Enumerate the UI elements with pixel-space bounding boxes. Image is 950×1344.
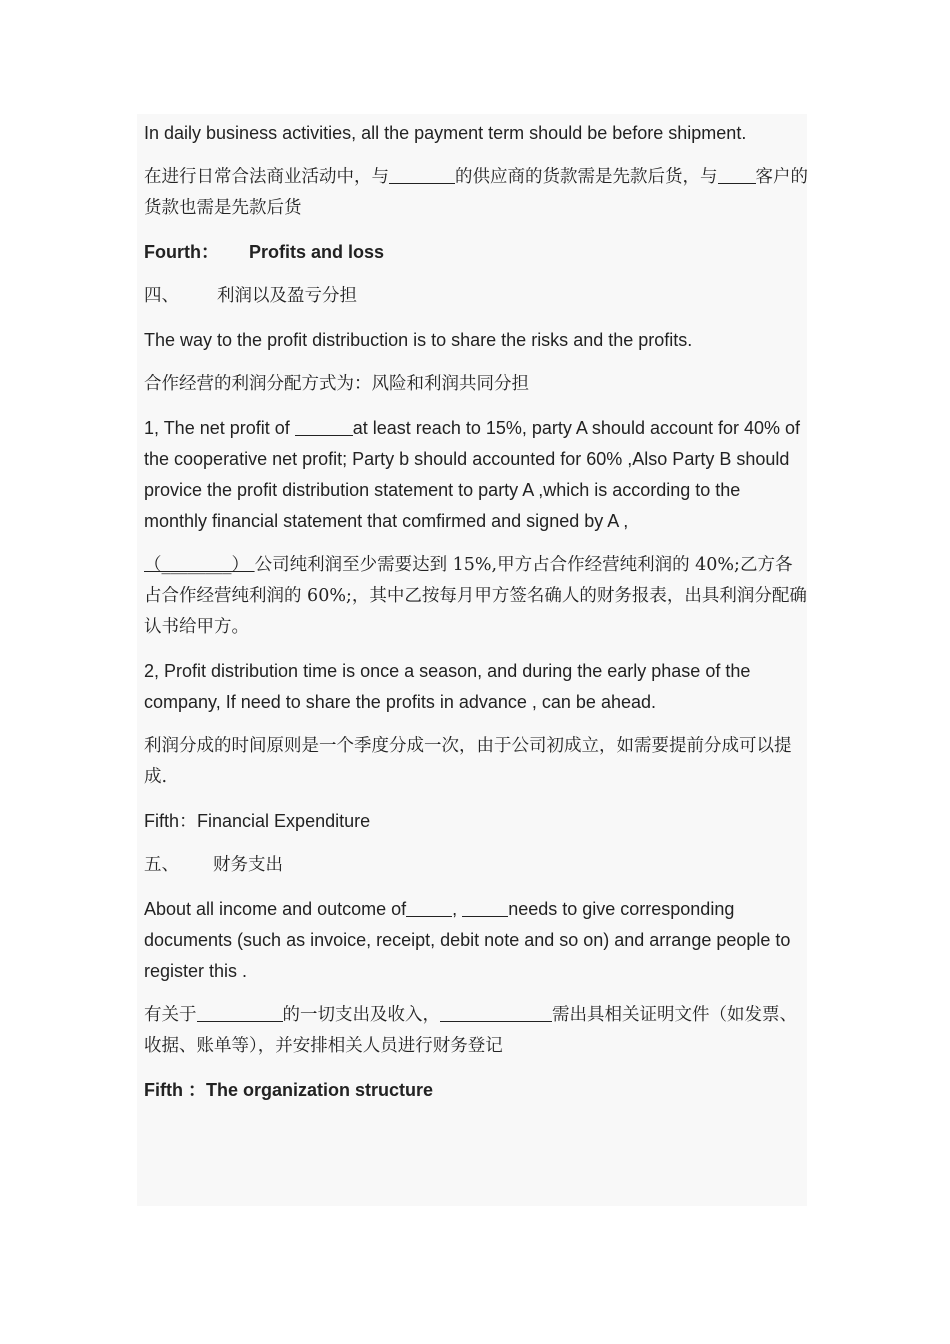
net-profit-clause: 1, The net profit of at least reach to 15%, party A should account for 40% of the cooperative net profit; Party b should accounted for 60% ,Also Party B should provice the profit distribution statement to party A ,which is according to the monthly financial statement that comfirmed and signed by A , <box>144 418 801 531</box>
section-heading-organization: Fifth ：The organization structure <box>144 1080 434 1100</box>
document-body <box>144 118 808 1119</box>
section-heading-fourth-zh: 四、 利润以及盈亏分担 <box>144 286 357 306</box>
profit-distribution-paragraph: The way to the profit distribuction is to share the risks and the profits. <box>144 330 693 350</box>
payment-term-paragraph: In daily business activities, all the payment term should be before shipment. <box>144 123 747 143</box>
blank-field <box>295 417 353 436</box>
distribution-time-clause: 2, Profit distribution time is once a season, and during the early phase of the company, If need to share the profits in advance , can be ahead. <box>144 661 751 712</box>
payment-term-paragraph-zh: 在进行日常合法商业活动中，与 的供应商的货款需是先款后货，与 客户的货款也需是先款后货 <box>144 167 808 218</box>
blank-field <box>406 898 452 917</box>
blank-field <box>197 1003 283 1022</box>
income-outcome-clause: About all income and outcome of , needs to give corresponding documents (such as invoice, receipt, debit note and so on) and arrange people to register this . <box>144 899 791 981</box>
distribution-time-clause-zh: 利润分成的时间原则是一个季度分成一次，由于公司初成立，如需要提前分成可以提成. <box>144 736 792 787</box>
blank-field <box>462 898 508 917</box>
section-heading-fourth: Fourth： Profits and loss <box>144 242 385 262</box>
profit-distribution-paragraph-zh: 合作经营的利润分配方式为：风险和利润共同分担 <box>144 374 529 394</box>
net-profit-clause-zh: （________） 公司纯利润至少需要达到 15%,甲方占合作经营纯利润的 40%;乙方各占合作经营纯利润的 60%;，其中乙按每月甲方签名确人的财务报表，出具利润分配确认书给甲方。 <box>144 555 807 637</box>
blank-field <box>389 165 455 184</box>
blank-field <box>440 1003 552 1022</box>
blank-field <box>718 165 756 184</box>
section-heading-fifth: Fifth：Financial Expenditure <box>144 811 371 831</box>
section-heading-fifth-zh: 五、 财务支出 <box>144 855 283 875</box>
income-outcome-clause-zh: 有关于 的一切支出及收入， 需出具相关证明文件（如发票、收据、账单等），并安排相关人员进行财务登记 <box>144 1005 797 1056</box>
